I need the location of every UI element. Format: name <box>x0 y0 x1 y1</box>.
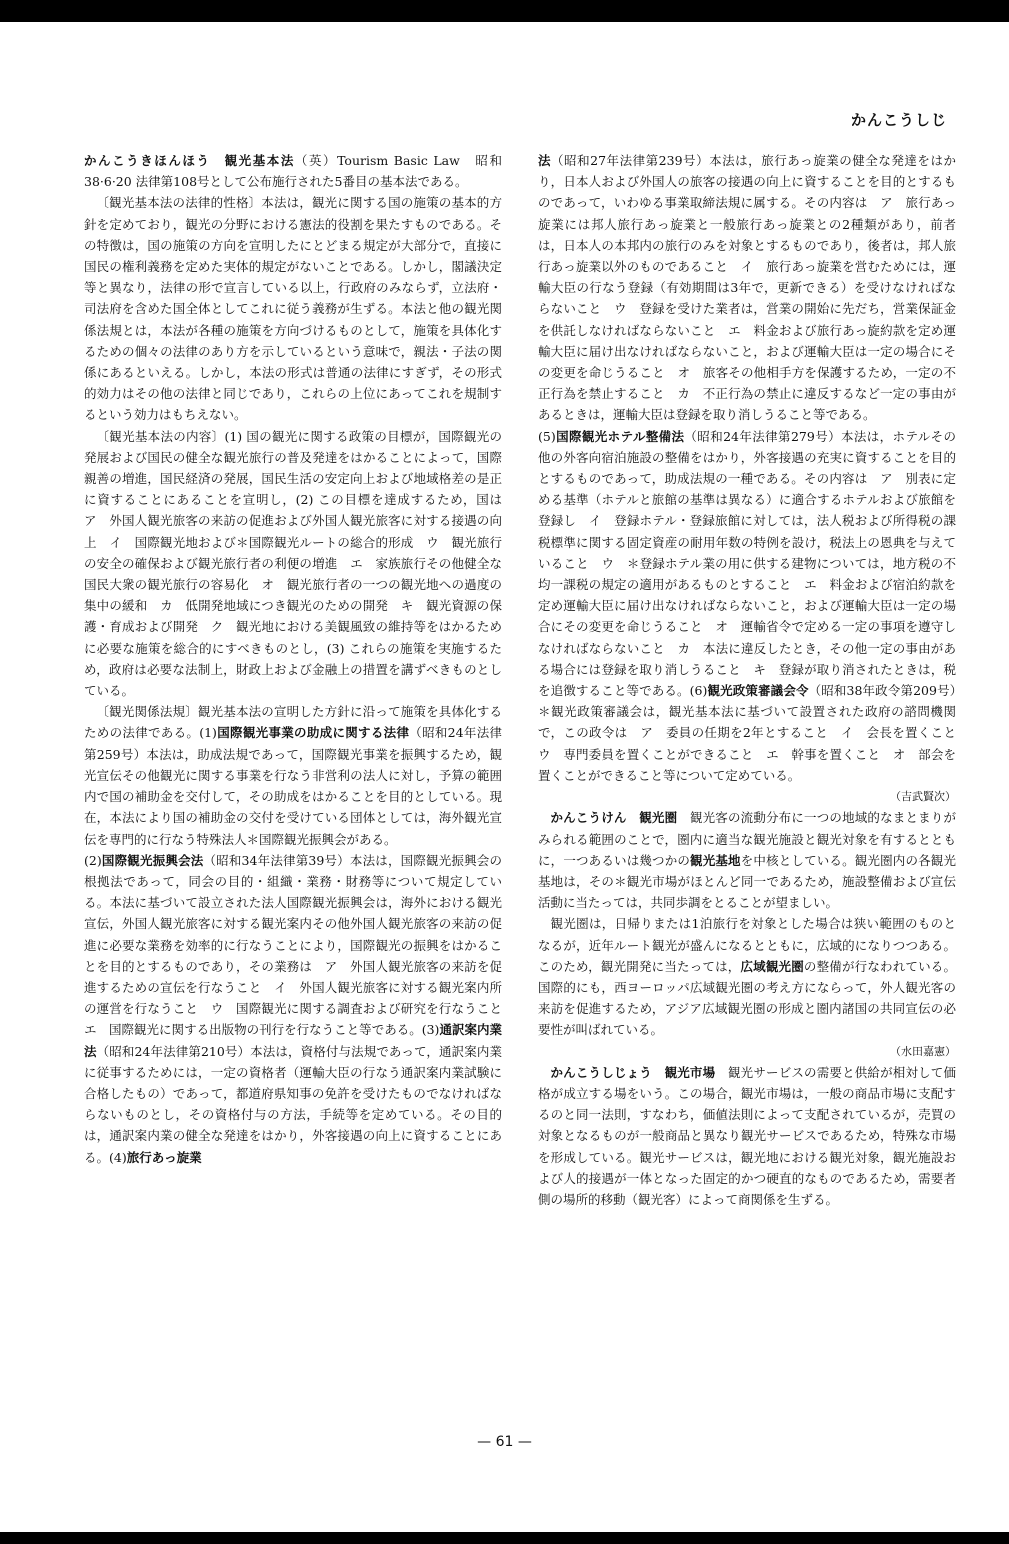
law-paragraph <box>84 850 515 1168</box>
bottom-scan-bar <box>0 1532 1009 1544</box>
section-legal-nature: 〔観光基本法の法律的性格〕本法は，観光に関する国の施策の基本的方針を定めており，観光の分野における憲法的役割を果たすものである。その特徴は，国の施策の方向を宣明したにとどまる規定が大部分で，直接に国民の権利義務を定めた実体的規定がないことである。しかし，閣議決定等と異なり，法律の形で宣言している以上，行政府のみならず，立法府・司法府を含めた国全体としてこれに従う義務が生ずる。本法と他の観光関係法規とは，本法が各種の施策を方向づけるものとして，施策を具体化するための個々の法律のあり方を示しているという意味で，親法・子法の関係にあるといえる。しかし，本法の形式は普通の法律にすぎず，その形式的効力はその他の法律と同じであり，これらの上位にあってこれを規制するという効力はもちえない。 <box>84 195 502 423</box>
paragraph-text: (5) <box>538 428 556 444</box>
section-contents: 〔観光基本法の内容〕(1) 国の観光に関する政策の目標が，国際観光の発展および国民の健全な観光旅行の普及発達をはかることによって，国際親善の増進，国民経済の発展，国民生活の安定向上および地域格差の是正に資することにあることを宣明し，(2) この目標を達成するため，国は ア 外国人観光旅客の来訪の促進および外国人観光旅客に対する接遇の向上 イ 国際観光地および＊国際観光ルートの総合的形成 ウ 観光旅行の安全の確保および観光旅行者の利便の増進 エ 家族旅行その他健全な国民大衆の観光旅行の容易化 オ 観光旅行者の一つの観光地への過度の集中の緩和 カ 低開発地域につき観光のための開発 キ 観光資源の保護・育成および開発 ク 観光地における美観風致の維持等をはかるために必要な施策を総合的にすべきものとし，(3) これらの施策を実施するため，政府は必要な法制上，財政上および金融上の措置を講ずべきものとしている。 <box>84 428 515 699</box>
paragraph-text: 観光サービスの需要と供給が相対して価格が成立する場をいう。この場合，観光市場は，一般の商品市場に支配するのと同一法則，すなわち，価値法則によって支配されているが，売買の対象となるものが一般商品と異なり観光サービスであるため，特殊な市場を形成している。観光サービスは，観光地における観光対象，観光施設および人的接遇が一体となった固定的かつ硬直的なものであるため，需要者側の場所的移動（観光客）によって商関係を生ずる。 <box>538 1064 956 1207</box>
paragraph-text: （昭和38年政令第209号）＊観光政策審議会は，観光基本法に基づいて設置された政府の諮問機関で，この政令は ア 委員の任期を2年とすること イ 会長を置くこと ウ 専門委員を置くことができること エ 幹事を置くこと オ 部会を置くことができること等について定めている。 <box>538 683 969 783</box>
law-name: 観光政策審議会令 <box>707 683 809 699</box>
law-paragraph <box>538 150 956 426</box>
paragraph-text: （昭和24年法律第279号）本法は，ホテルその他の外客向宿泊施設の整備をはかり，外客接遇の充実に資することを目的とするものであって，助成法規の一種である。その内容は ア 別表に定める基準（ホテルと旅館の基準は異なる）に適合するホテルおよび旅館を登録し イ 登録ホテル・登録旅館に対しては，法人税および所得税の課税標準に関する固定資産の耐用年数の特例を設け，税法上の恩典を与えていること ウ ＊登録ホテル業の用に供する建物については，地方税の不均一課税の規定の適用があるものとすること エ 料金および宿泊約款を定め運輸大臣に届け出なければならないこと，および運輸大臣は一定の場合にその変更を命じうること オ 運輸省令で定める一定の事項を遵守しなければならないこと カ 本法に違反したとき，その他一定の事由がある場合には登録を取り消しうること キ 登録が取り消されたときは，税を追徴すること等である。(6) <box>538 428 956 699</box>
entry-headword: かんこうきほんほう 観光基本法 <box>84 153 295 168</box>
author-credit: （吉武賢次） <box>890 790 956 804</box>
author-credit: （水田嘉憲） <box>890 1044 956 1058</box>
top-scan-bar <box>0 0 1009 22</box>
paragraph-text: の整備が行なわれている。国際的にも，西ヨーロッパ広域観光圏の考え方にならって，外人観光客の来訪を促進するため，アジア広域観光圏の形成と圏内諸国の共同宣伝の必要性が叫ばれている。 <box>538 958 956 1038</box>
entry-kankoken <box>538 807 956 913</box>
law-name: 国際観光事業の助成に関する法律 <box>216 725 410 741</box>
entry-headword: かんこうけん 観光圏 <box>550 810 678 826</box>
law-name: 法 <box>538 153 552 168</box>
entry-kanko-shijo <box>538 1062 956 1210</box>
right-column <box>538 150 969 1210</box>
paragraph-text: を中核としている。観光圏内の各観光基地は，その＊観光市場がほとんど同一であるため，施設整備および宣伝活動に当たっては，共同歩調をとることが望ましい。 <box>538 852 956 911</box>
page-number: — 61 — <box>477 1434 532 1450</box>
paragraph-text: 観光客の流動分布に一つの地域的なまとまりがみられる範囲のことで，圏内に適当な観光施設と観光対象を有するとともに，一つあるいは幾つかの <box>538 810 956 868</box>
entry-paragraph <box>538 913 956 1061</box>
law-name: 国際観光ホテル整備法 <box>555 428 685 444</box>
paragraph-text: 観光圏は，日帰りまたは1泊旅行を対象とした場合は狭い範囲のものとなるが，近年ルート観光が盛んになるとともに，広域的になりつつある。このため，観光開発に当たっては， <box>538 916 956 974</box>
paragraph-text: （昭和24年法律第210号）本法は，資格付与法規であって，通訳案内業に従事するためには，一定の資格者（運輸大臣の行なう通訳案内業試験に合格したもの）であって，都道府県知事の免許を受けたものでなければならないものとし，その資格付与の方法，手続等を定めている。その目的は，通訳案内業の健全な発達をはかり，外客接遇の向上に資することにある。(4) <box>84 1043 502 1165</box>
law-name: 通訳案内業法 <box>84 1022 502 1059</box>
paragraph-text: 〔観光関係法規〕観光基本法の宣明した方針に沿って施策を具体化するための法律である。(1) <box>84 704 502 741</box>
keyword: 広域観光圏 <box>740 958 804 974</box>
keyword: 観光基地 <box>690 852 741 868</box>
entry-headword: かんこうしじょう 観光市場 <box>550 1064 716 1080</box>
paragraph-text: （昭和27年法律第239号）本法は，旅行あっ旋業の健全な発達をはかり，日本人および外国人の旅客の接遇の向上に資することを目的とするものであって，いわゆる事業取締法規に属する。その内容は ア 旅行あっ旋業には邦人旅行あっ旋業と一般旅行あっ旋業との2種類があり，前者は，日本人の本邦内の旅行のみを対象とするものであり，後者は，邦人旅行あっ旋業以外のものであること イ 旅行あっ旋業を営むためには，運輸大臣の行なう登録（有効期間は3年で，更新できる）を受けなければならないこと ウ 登録を受けた業者は，営業の開始に先だち，営業保証金を供託しなければならないこと エ 料金および旅行あっ旋約款を定め運輸大臣に届け出なければならないこと，および運輸大臣は一定の場合にその変更を命じうること オ 旅客その他相手方を保護するため，一定の不正行為を禁止すること カ 不正行為の禁止に違反するなど一定の事由があるときは，運輸大臣は登録を取り消しうること等である。 <box>538 153 956 423</box>
paragraph-text: （昭和34年法律第39号）本法は，国際観光振興会の根拠法であって，同会の目的・組織・業務・財務等について規定している。本法に基づいて設立された法人国際観光振興会は，海外における観光宣伝，外国人観光旅客に対する観光案内その他外国人観光旅客の来訪の促進に必要な業務を効率的に行なうことにより，国際観光の振興をはかることを目的とするものであり，その業務は ア 外国人観光旅客の来訪を促進するための宣伝を行なうこと イ 外国人観光旅客に対する観光案内所の運営を行なうこと ウ 国際観光に関する調査および研究を行なうこと エ 国際観光に関する出版物の刊行を行なうこと等である。(3) <box>84 852 515 1038</box>
law-paragraph <box>538 426 969 808</box>
paragraph-text: （昭和24年法律第259号）本法は，助成法規であって，国際観光事業を振興するため，観光宣伝その他観光に関する事業を行なう非営利の法人に対し，予算の範囲内で国の補助金を交付して，その助成をはかることを目的としている。現在，本法により国の補助金の交付を受けている団体としては，海外観光宣伝を専門的に行なう特殊法人＊国際観光振興会がある。 <box>84 725 502 847</box>
running-head: かんこうしじ <box>850 111 947 129</box>
law-name: 旅行あっ旋業 <box>126 1149 202 1165</box>
entry-kanko-kihonho <box>84 150 502 192</box>
left-column <box>84 150 515 1168</box>
entry-intro: （英）Tourism Basic Law 昭和38·6·20 法律第108号として公布施行された5番目の基本法である。 <box>84 153 502 190</box>
law-name: 国際観光振興会法 <box>101 852 204 868</box>
section-related-laws <box>84 701 502 849</box>
paragraph-text: (2) <box>84 852 102 868</box>
